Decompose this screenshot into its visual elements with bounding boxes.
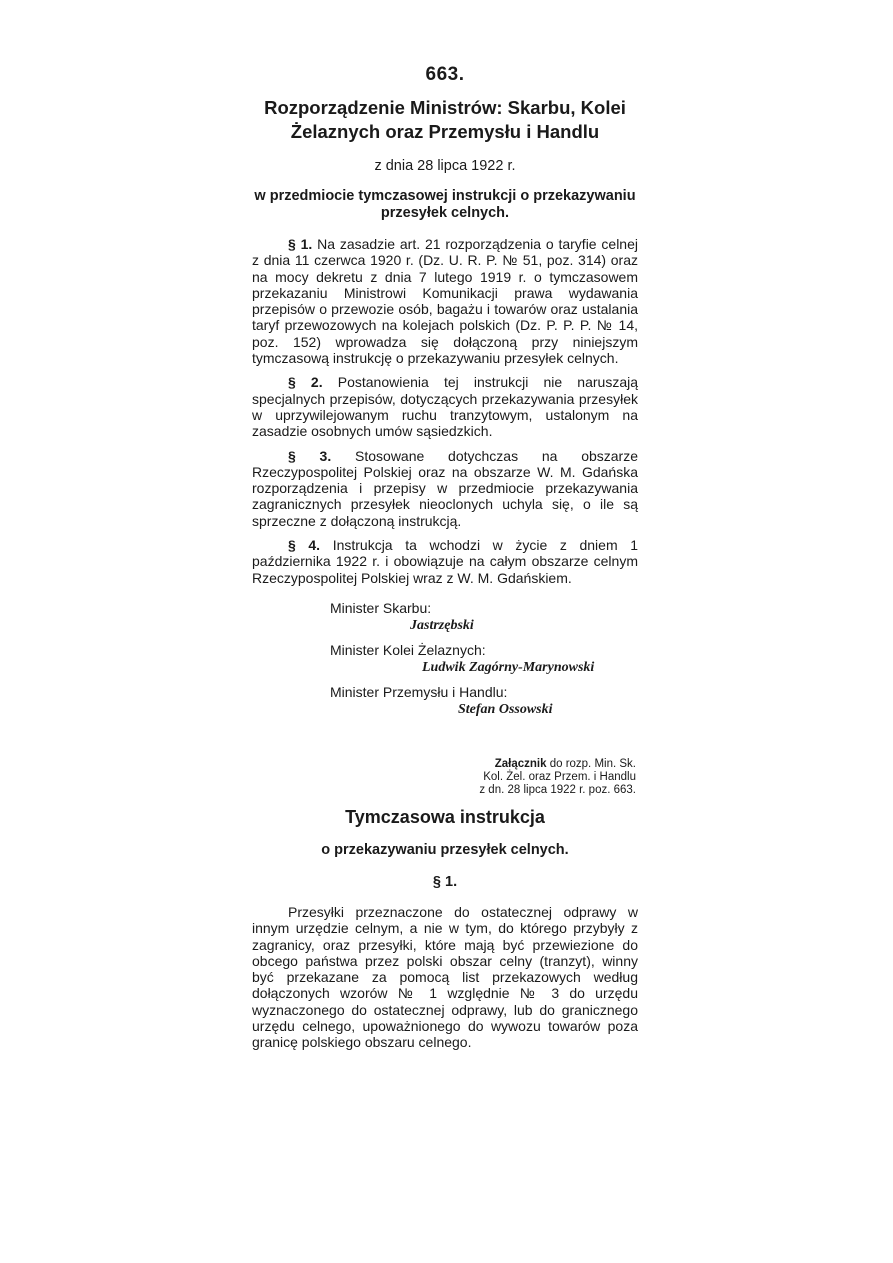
annex-note-line-2: Kol. Żel. oraz Przem. i Handlu — [483, 770, 636, 783]
act-title-line-2: Żelaznych oraz Przemysłu i Handlu — [290, 121, 600, 142]
signatures — [252, 600, 638, 718]
section-mark: § 4. — [288, 537, 321, 554]
paragraph-text: Instrukcja ta wchodzi w życie z dniem 1 października 1922 r. i obowiązuje na całym obszarze celnym Rzeczypospolitej Polskiej wraz z W. M. Gdańskiem. — [252, 537, 638, 586]
act-number: 663. — [425, 64, 465, 85]
signature-role: Minister Kolei Żelaznych: — [330, 641, 486, 658]
signature-industry — [252, 684, 638, 718]
signature-railways — [252, 642, 638, 676]
act-title — [252, 96, 638, 144]
paragraph-2 — [252, 374, 638, 439]
instruction-paragraph-1 — [252, 904, 638, 1051]
instruction-section-1: § 1. — [432, 873, 458, 890]
signature-role: Minister Skarbu: — [330, 599, 432, 616]
act-date: z dnia 28 lipca 1922 r. — [374, 158, 516, 174]
annex-note-line-3: z dn. 28 lipca 1922 r. poz. 663. — [479, 783, 636, 796]
paragraph-text: Przesyłki przeznaczone do ostatecznej odprawy w innym urzędzie celnym, a nie w tym, do którego przybyły z zagranicy, oraz przesyłki, które mają być przewiezione do obcego państwa przez polski obszar celny (tranzyt), winny być przekazane za pomocą list przekazowych według dołączonych wzorów № 1 względnie № 3 do urzędu wyznaczonego do ostatecznej odprawy, lub do granicznego urzędu celnego, upoważnionego do wywozu towarów poza granicę polskiego obszaru celnego. — [252, 903, 638, 1051]
paragraph-text: Na zasadzie art. 21 rozporządzenia o taryfie celnej z dnia 11 czerwca 1920 r. (Dz. U. R. P. № 51, poz. 314) oraz na mocy dekretu z dnia 7 lutego 1919 r. o tymczasowem przekazaniu Ministrowi Komunikacji prawa wydawania przepisów o przewozie osób, bagażu i towarów oraz ustalania taryf przewozowych na kolejach polskich (Dz. P. P. P. № 14, poz. 152) wprowadza się dołączoną przy niniejszym tymczasową instrukcję o przekazywaniu przesyłek celnych. — [252, 236, 638, 367]
signature-name: Jastrzębski — [410, 617, 474, 633]
signature-role: Minister Przemysłu i Handlu: — [330, 683, 508, 700]
instruction-subtitle: o przekazywaniu przesyłek celnych. — [321, 841, 569, 858]
section-mark: § 2. — [288, 374, 323, 391]
annex-note — [252, 758, 638, 797]
act-title-line-1: Rozporządzenie Ministrów: Skarbu, Kolei — [264, 97, 626, 118]
paragraph-4 — [252, 537, 638, 586]
paragraph-text: Stosowane dotychczas na obszarze Rzeczypospolitej Polskiej oraz na obszarze W. M. Gdańska rozporządzenia i przepisy w przedmiocie przekazywania zagranicznych przesyłek nieoclonych uchyla się, o ile są sprzeczne z dołączoną instrukcją. — [252, 447, 639, 529]
section-mark: § 3. — [288, 447, 332, 464]
paragraph-3 — [252, 448, 638, 529]
instruction-title: Tymczasowa instrukcja — [345, 806, 545, 827]
act-subject: w przedmiocie tymczasowej instrukcji o przekazywaniu przesyłek celnych. — [254, 188, 636, 221]
paragraph-text: Postanowienia tej instrukcji nie naruszają specjalnych przepisów, dotyczących przekazywania przesyłek w uprzywilejowanym ruchu tranzytowym, ustalonym na zasadzie osobnych umów sąsiedzkich. — [252, 374, 638, 440]
section-mark: § 1. — [288, 236, 313, 252]
signature-finance — [252, 600, 638, 634]
document-page — [252, 64, 638, 1059]
annex-note-line-1 — [252, 758, 636, 771]
signature-name: Stefan Ossowski — [458, 701, 553, 717]
annex-note-text: do rozp. Min. Sk. — [549, 757, 636, 770]
annex-label: Załącznik — [494, 757, 547, 770]
signature-name: Ludwik Zagórny-Marynowski — [422, 659, 595, 675]
paragraph-1 — [252, 236, 638, 366]
